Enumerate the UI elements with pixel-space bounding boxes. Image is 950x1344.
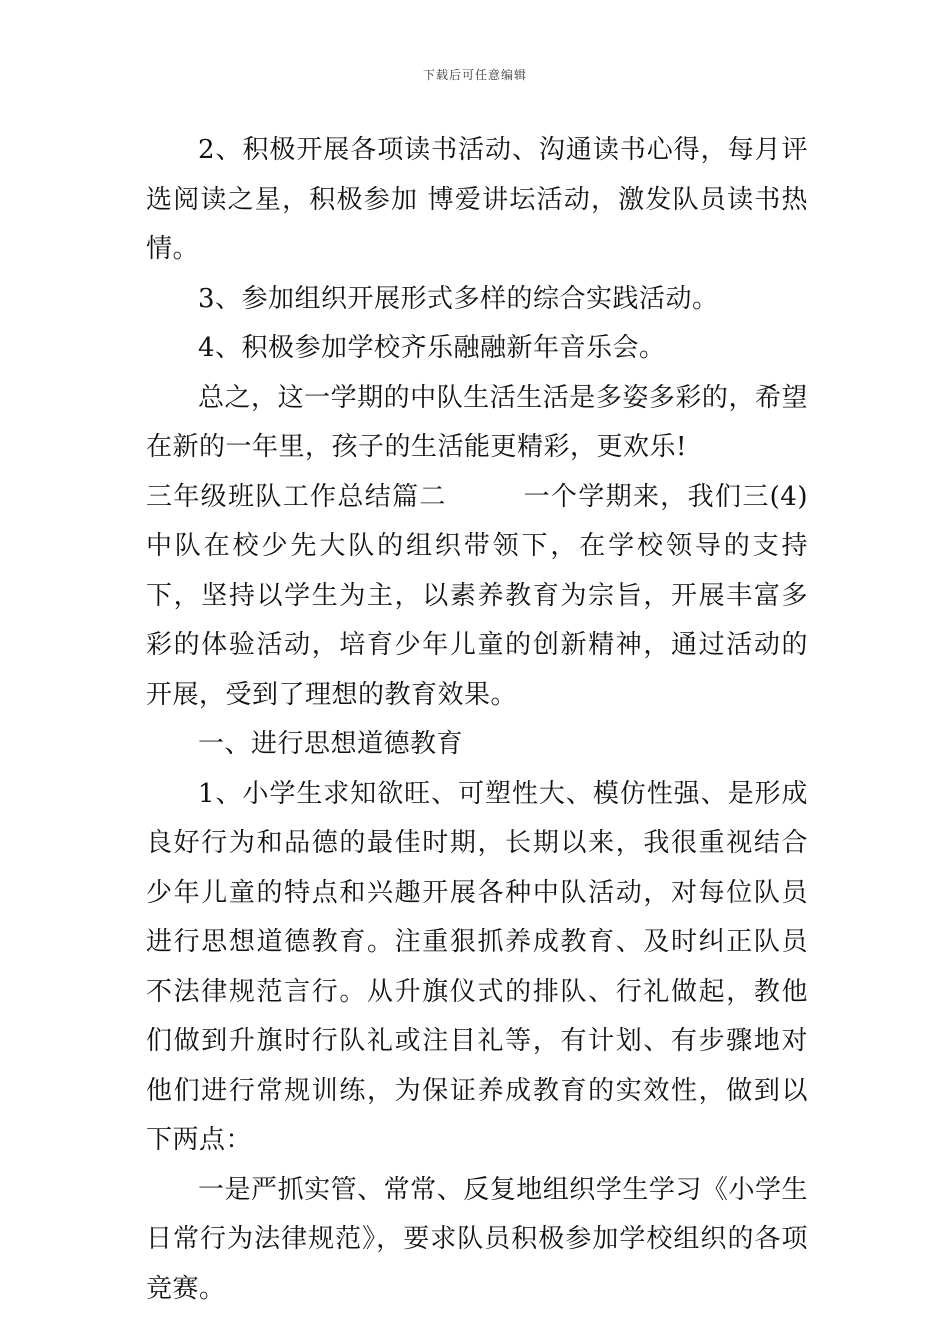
paragraph-strict-management: 一是严抓实管、常常、反复地组织学生学习《小学生日常行为法律规范》，要求队员积极参加学校组织的各项竞赛。 (146, 1174, 808, 1304)
paragraph-new-year-concert: 4、积极参加学校齐乐融融新年音乐会。 (198, 333, 666, 363)
document-body (146, 126, 808, 1314)
paragraph-summary: 总之，这一学期的中队生活生活是多姿多彩的，希望在新的一年里，孩子的生活能更精彩，更欢乐! (146, 382, 808, 462)
paragraph-moral-education-detail: 1、小学生求知欲旺、可塑性大、模仿性强、是形成良好行为和品德的最佳时期，长期以来，我很重视结合少年儿童的特点和兴趣开展各种中队活动，对每位队员进行思想道德教育。注重狠抓养成教育、及时纠正队员不法律规范言行。从升旗仪式的排队、行礼做起，教他们做到升旗时行队礼或注目礼等，有计划、有步骤地对他们进行常规训练，为保证养成教育的实效性，做到以下两点： (146, 778, 808, 1155)
paragraph-practice-activities: 3、参加组织开展形式多样的综合实践活动。 (198, 283, 719, 314)
paragraph-section-two-intro: 三年级班队工作总结篇二 一个学期来，我们三(4)中队在校少先大队的组织带领下，在学校领导的支持下，坚持以学生为主，以素养教育为宗旨，开展丰富多彩的体验活动，培育少年儿童的创新精神，通过活动的开展，受到了理想的教育效果。 (146, 481, 808, 710)
page-header-note: 下载后可任意编辑 (422, 68, 527, 82)
paragraph-reading-activities: 2、积极开展各项读书活动、沟通读书心得，每月评选阅读之星，积极参加 博爱讲坛活动，激发队员读书热情。 (146, 135, 808, 264)
section-heading-moral-education: 一、进行思想道德教育 (198, 729, 464, 759)
